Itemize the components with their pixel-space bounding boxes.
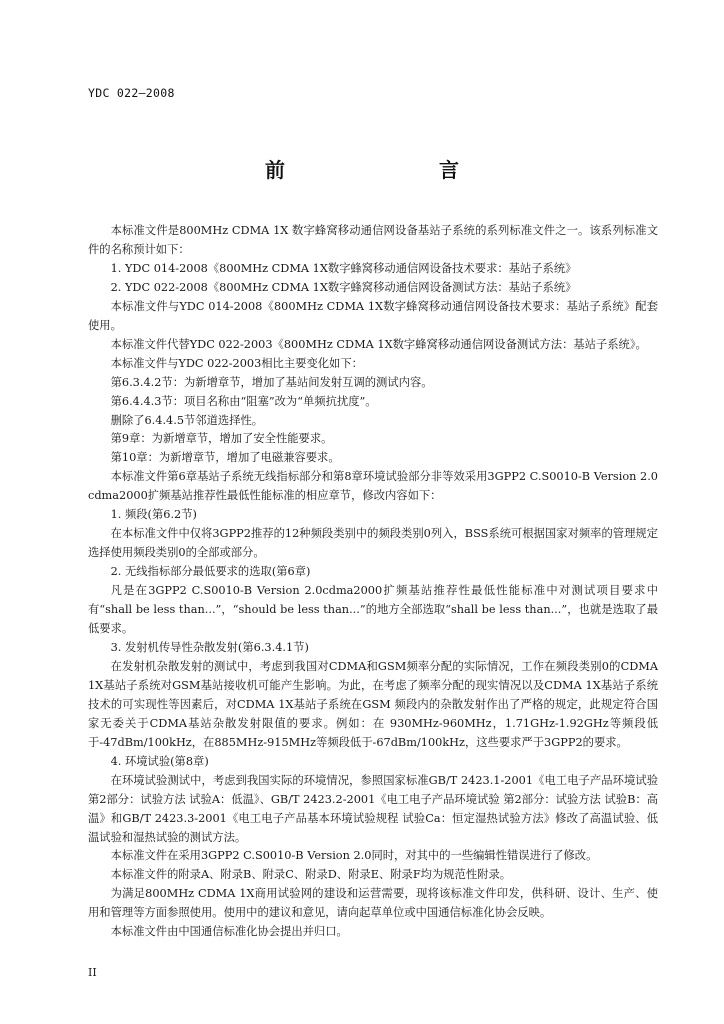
paragraph: 本标准文件由中国通信标准化协会提出并归口。	[110, 925, 348, 939]
paragraph-change-item: 第6.4.4.3节：项目名称由“阻塞”改为“单频抗扰度”。	[110, 394, 377, 408]
paragraph-intro: 本标准文件是800MHz CDMA 1X 数字蜂窝移动通信网设备基站子系统的系列标准文件之一。该系列标准文件的名称预计如下：	[88, 224, 658, 256]
paragraph-subheading: 4. 环境试验(第8章)	[110, 754, 209, 768]
paragraph-change-item: 删除了6.4.4.5节邻道选择性。	[110, 413, 264, 427]
paragraph: 为满足800MHz CDMA 1X商用试验网的建设和运营需要，现将该标准文件印发，供科研、设计、生产、使用和管理等方面参照使用。使用中的建议和意见，请向起草单位或中国通信标准化协会反映。	[88, 887, 658, 920]
paragraph: 本标准文件与YDC 014-2008《800MHz CDMA 1X数字蜂窝移动通信网设备技术要求：基站子系统》配套使用。	[88, 299, 658, 332]
paragraph: 凡是在3GPP2 C.S0010-B Version 2.0cdma2000扩频基站推荐性最低性能标准中对测试项目要求中有“shall be less than...”，“should be less than...”的地方全部选取“shall be less than...”，也就是选取了最低要求。	[88, 584, 658, 636]
paragraph-subheading: 3. 发射机传导性杂散发射(第6.3.4.1节)	[110, 640, 309, 654]
paragraph: 本标准文件的附录A、附录B、附录C、附录D、附录E、附录F均为规范性附录。	[110, 868, 512, 882]
preface-body	[88, 222, 658, 942]
paragraph: 本标准文件第6章基站子系统无线指标部分和第8章环境试验部分非等效采用3GPP2 C.S0010-B Version 2.0 cdma2000扩频基站推荐性最低性能标准的相应章节，修改内容如下：	[88, 470, 658, 503]
paragraph: 本标准文件与YDC 022-2003相比主要变化如下：	[110, 356, 363, 370]
page-title: 前 言	[265, 158, 497, 182]
paragraph-list-item: 2. YDC 022-2008《800MHz CDMA 1X数字蜂窝移动通信网设备测试方法：基站子系统》	[110, 280, 577, 294]
paragraph: 本标准文件代替YDC 022-2003《800MHz CDMA 1X数字蜂窝移动通信网设备测试方法：基站子系统》。	[110, 337, 647, 351]
paragraph: 在环境试验测试中，考虑到我国实际的环境情况，参照国家标准GB/T 2423.1-2001《电工电子产品环境试验 第2部分：试验方法 试验A：低温》、GB/T 2423.2-2001《电工电子产品环境试验 第2部分：试验方法 试验B：高温》和GB/T 2423.3-2001《电工电子产品基本环境试验规程 试验Ca：恒定湿热试验方法》修改了高温试验、低温试验和湿热试验的测试方法。	[88, 773, 658, 844]
paragraph: 在发射机杂散发射的测试中，考虑到我国对CDMA和GSM频率分配的实际情况，工作在频段类别0的CDMA 1X基站子系统对GSM基站接收机可能产生影响。为此，在考虑了频率分配的现实情况以及CDMA 1X基站子系统技术的可实现性等因素后，对CDMA 1X基站子系统在GSM 频段内的杂散发射作出了严格的规定，此规定符合国家无委关于CDMA基站杂散发射限值的要求。例如：在 930MHz-960MHz，1.71GHz-1.92GHz等频段低于-47dBm/100kHz，在885MHz-915MHz等频段低于-67dBm/100kHz，这些要求严于3GPP2的要求。	[88, 659, 658, 749]
paragraph-change-item: 第6.3.4.2节：为新增章节，增加了基站间发射互调的测试内容。	[110, 375, 433, 389]
paragraph-change-item: 第9章：为新增章节，增加了安全性能要求。	[110, 432, 333, 446]
paragraph-change-item: 第10章：为新增章节，增加了电磁兼容要求。	[110, 451, 340, 465]
paragraph-subheading: 1. 频段(第6.2节)	[110, 508, 197, 522]
paragraph-subheading: 2. 无线指标部分最低要求的选取(第6章)	[110, 565, 311, 579]
paragraph: 本标准文件在采用3GPP2 C.S0010-B Version 2.0同时，对其中的一些编辑性错误进行了修改。	[110, 849, 598, 863]
paragraph: 在本标准文件中仅将3GPP2推荐的12种频段类别中的频段类别0列入，BSS系统可根据国家对频率的管理规定选择使用频段类别0的全部或部分。	[88, 527, 658, 560]
paragraph-list-item: 1. YDC 014-2008《800MHz CDMA 1X数字蜂窝移动通信网设备技术要求：基站子系统》	[110, 261, 577, 275]
document-code-header: YDC 022—2008	[88, 86, 175, 100]
page-number: II	[88, 966, 97, 979]
